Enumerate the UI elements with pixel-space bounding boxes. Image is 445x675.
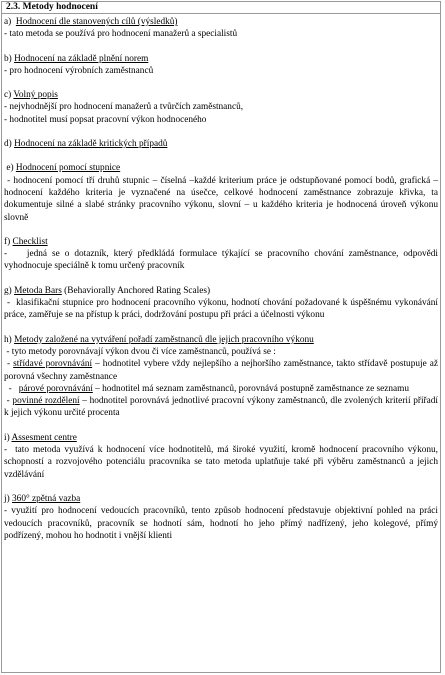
method-i bbox=[4, 432, 441, 481]
method-c-name: Volný popis bbox=[13, 90, 58, 101]
method-g-name-suffix: (Behaviorally Anchored Rating Scales) bbox=[61, 285, 211, 296]
method-h-item-2-prefix: - bbox=[4, 359, 14, 370]
method-d-name: Hodnocení na základě kritických případů bbox=[14, 139, 168, 150]
method-h-heading bbox=[4, 334, 438, 346]
method-c-line-2: - hodnotitel musí popsat pracovní výkon hodnoceného bbox=[4, 114, 207, 125]
method-j bbox=[4, 493, 441, 542]
method-g-text: - klasifikační stupnice pro hodnocení pracovního výkonu, hodnotí chování požadované k úspěšnému vykonávání práce, zaměřuje se na přístup k práci, dodržování postupu při práci a účelnosti výkonu bbox=[4, 298, 441, 321]
method-b-letter: b) bbox=[4, 53, 15, 64]
method-e-text: - hodnocení pomocí tří druhů stupnic – číselná –každé kriterium práce je odstupňované pomocí bodů, grafická – hodnocení každého kriteria je vyznačené na úsečce, celkové hodnocení zaměstnance zobrazuje křivka, ta dokumentuje silné a slabé stránky pracovního výkonu, slovní – u každého kriteria je hodnocená úroveň výkonu slovně bbox=[4, 175, 441, 223]
method-c-heading bbox=[4, 89, 438, 101]
method-h-item-3-term: párové porovnávání bbox=[18, 383, 93, 394]
method-h-item-3-prefix: - bbox=[4, 383, 19, 394]
method-e-letter: e) bbox=[4, 163, 16, 174]
method-j-name: 360° zpětná vazba bbox=[12, 493, 81, 504]
method-g-heading bbox=[4, 285, 438, 297]
method-i-text: - tato metoda využívá k hodnocení více hodnotitelů, má široké využití, kromě hodnocení pracovního výkonu, schopností a rozvojového potenciálu pracovníka se tato metoda uplatňuje také při výběru zaměstnanců a jejich vzdělávání bbox=[4, 445, 441, 480]
method-h-item-4-prefix: - bbox=[4, 396, 13, 407]
method-a-name: Hodnocení dle stanovených cílů (výsledků) bbox=[15, 17, 178, 27]
method-h-item-3-text: – hodnotitel má seznam zaměstnanců, porovnává postupně zaměstnance ze seznamu bbox=[92, 383, 410, 394]
method-c-letter: c) bbox=[4, 90, 14, 101]
method-d-heading bbox=[4, 138, 438, 150]
method-h-item-2-term: střídavé porovnávání bbox=[13, 359, 93, 370]
method-i-letter: i) bbox=[4, 432, 12, 443]
method-f bbox=[4, 236, 441, 273]
method-h-item-4-text: – hodnotitel porovnává jednotlivé pracovní výkony zaměstnanců, dle zvolených kriterií přiřadí k jejich výkonu určité procenta bbox=[4, 396, 438, 419]
method-e-heading bbox=[4, 162, 438, 174]
method-h-item-2-text: – hodnotitel vybere vždy nejlepšího a nejhoršího zaměstnance, takto střídavě postupuje až porovná všechny zaměstnance bbox=[4, 359, 438, 382]
method-a-letter: a) bbox=[4, 17, 16, 27]
method-g bbox=[4, 285, 441, 322]
method-a-line-1: - tato metoda se používá pro hodnocení manažerů a specialistů bbox=[4, 29, 238, 40]
method-g-name: Metoda Bars bbox=[14, 285, 62, 296]
method-b-line-1: - pro hodnocení výrobních zaměstnanců bbox=[4, 65, 154, 76]
method-h bbox=[4, 334, 438, 420]
method-e-name: Hodnocení pomocí stupnice bbox=[15, 163, 121, 174]
method-h-item-2 bbox=[4, 358, 438, 383]
method-h-item-1: - tyto metody porovnávají výkon dvou či více zaměstnanců, používá se : bbox=[4, 346, 276, 357]
method-i-name: Assesment centre bbox=[11, 432, 77, 443]
method-f-text: - jedná se o dotazník, který předkládá formulace týkající se pracovního chování zaměstnance, odpovědi vyhodnocuje speciálně k tomu určený pracovník bbox=[4, 249, 441, 272]
method-b-heading bbox=[4, 53, 438, 65]
method-b-name: Hodnocení na základě plnění norem bbox=[14, 53, 149, 64]
method-i-heading bbox=[4, 432, 438, 444]
method-c-line-1: - nejvhodnější pro hodnocení manažerů a tvůrčích zaměstnanců, bbox=[4, 102, 244, 113]
method-d-letter: d) bbox=[4, 139, 15, 150]
method-j-text: - využití pro hodnocení vedoucích pracovníků, tento způsob hodnocení představuje objektivní pohled na práci vedoucích pracovníků, pracovník se hodnotí sám, hodnotí ho jeho přímý nadřízený, jeho kolegové, přímý podřízený, mohou ho hodnotit i vnější klienti bbox=[4, 506, 441, 541]
method-c bbox=[4, 89, 438, 126]
method-a-heading bbox=[4, 16, 438, 28]
method-h-item-4-term: povinné rozdělení bbox=[12, 396, 80, 407]
method-h-name: Metody založené na vytváření pořadí zaměstnanců dle jejich pracovního výkonu bbox=[14, 334, 314, 345]
method-d bbox=[4, 138, 438, 150]
method-f-letter: f) bbox=[4, 236, 13, 247]
method-j-letter: j) bbox=[4, 493, 13, 504]
method-f-name: Checklist bbox=[12, 236, 48, 247]
method-b bbox=[4, 53, 438, 78]
method-a bbox=[4, 16, 438, 41]
content-area bbox=[4, 16, 441, 554]
method-f-heading bbox=[4, 236, 438, 248]
method-e bbox=[4, 162, 441, 223]
method-h-item-4 bbox=[4, 395, 438, 420]
method-j-heading bbox=[4, 493, 438, 505]
section-title: 2.3. Metody hodnocení bbox=[1, 1, 441, 14]
method-g-letter: g) bbox=[4, 285, 15, 296]
method-h-letter: h) bbox=[4, 334, 15, 345]
method-h-item-3 bbox=[4, 383, 438, 395]
